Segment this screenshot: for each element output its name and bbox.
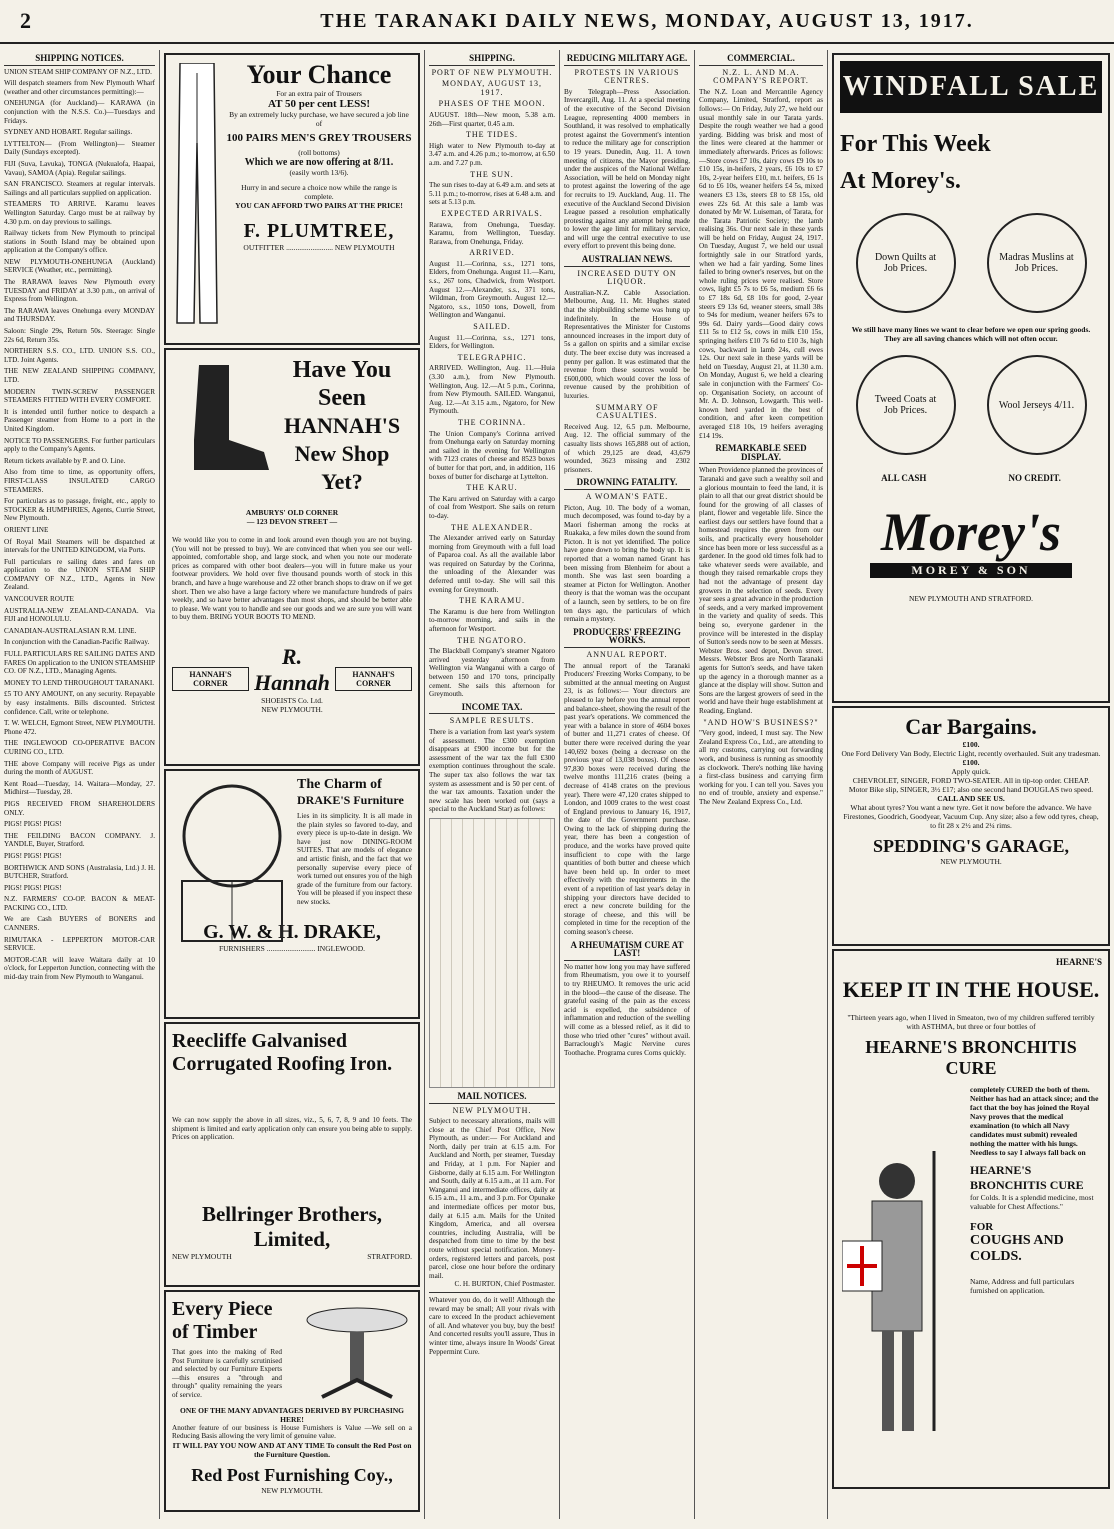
article-text: The Blackball Company's steamer Ngatoro arrived yesterday afternoon from Wellington via Wanganui with a cargo of between 150 and 170 tons, principally cement. She sails this afternoon for Greymouth. <box>429 647 555 699</box>
advertiser-name: Red Post Furnishing Coy., <box>191 1464 393 1485</box>
windfall-banner: WINDFALL SALE <box>840 61 1102 113</box>
article-heading: REMARKABLE SEED DISPLAY. <box>699 444 823 464</box>
shipping-notice: PIGS RECEIVED FROM SHAREHOLDERS ONLY. <box>4 799 155 817</box>
ad-line: FURNISHERS .......................... INGLEWOOD. <box>218 943 366 953</box>
ad-line: (easily worth 13/6). <box>289 168 349 177</box>
shipping-notice: SAN FRANCISCO. Steamers at regular intervals. Sailings and all particulars supplied on application. <box>4 180 155 197</box>
subheading: THE KARU. <box>466 483 518 493</box>
knight-illustration <box>842 1151 962 1451</box>
ad-body: completely CURED the both of them. Neither has had an attack since; and the fact that the boy has joined the Royal Navy proves that the medical examination (to which all Navy candidates must submit) revealed nothing the matter with his lungs. Needless to say I always fall back on <box>970 1085 1099 1157</box>
article-heading: PRODUCERS' FREEZING WORKS. <box>564 628 690 648</box>
ad-title: Have You <box>292 357 392 383</box>
subheading: SUMMARY OF CASUALTIES. <box>595 402 659 421</box>
article-text: High water to New Plymouth to-day at 3.47 a.m. and 4.26 p.m.; to-morrow, at 6.50 a.m. and 7.27 p.m. <box>429 141 555 167</box>
shipping-notice: MODERN TWIN-SCREW PASSENGER STEAMERS FITTED WITH EVERY COMFORT. <box>4 387 155 405</box>
apple-badge: Tweed Coats at Job Prices. <box>856 355 956 455</box>
ad-line: (roll bottoms) <box>298 148 340 157</box>
hannah-logo: R. Hannah <box>254 643 330 695</box>
shipping-notice: Kent Road—Tuesday, 14. Waitara—Monday, 27. Midhirst—Tuesday, 28. <box>4 779 155 797</box>
article-text: The Alexander arrived early on Saturday morning from Greymouth with a full load of Paparoa coal. As all the available labor was required on Saturday by the Corinna, the unloading of the Alexander was deferred until to-day. She will sail this evening for Greymouth. <box>429 534 555 594</box>
shipping-notice: We are Cash BUYERS of BONERS and CANNERS. <box>4 915 155 933</box>
subheading: THE TIDES. <box>465 130 519 140</box>
shipping-notice: BORTHWICK AND SONS (Australasia, Ltd.) J. H. BUTCHER, Stratford. <box>4 863 155 881</box>
ad-line: COUGHS AND COLDS. <box>970 1233 1064 1264</box>
subheading: THE SUN. <box>470 169 514 179</box>
ad-title: Your Chance <box>246 60 392 89</box>
subheading: MONDAY, AUGUST 13, 1917. <box>441 79 543 97</box>
article-heading: AUSTRALIAN NEWS. <box>564 255 690 267</box>
article-text: There is a variation from last year's system of assessment. The £300 exemption disappears at £900 income but for the assessment of the war tax the full £300 exemption continues throughout the scale. The super tax also follows the war tax system as assessment and is 50 per cent. of the war tax amounts. Taxation under the new scale has been worked out (says a special to the Auckland Star) as follows: <box>429 727 555 814</box>
ad-line: Motor Bike slip, SINGER, 3½ £17; also one second hand DOUGLAS two speed. <box>848 785 1094 794</box>
shipping-notice: RIMUTAKA - LEPPERTON MOTOR-CAR SERVICE. <box>4 935 155 953</box>
article-text: Australian-N.Z. Cable Association. Melbourne, Aug. 11. Mr. Hughes stated that the shipbuilding scheme was hung up indefinitely. In the House of Representatives the Minister for Customs announced increases in the import duty of 5s a gallon on spirits and a similar excise duty. The beer excise duty was increased a penny per gallon. It was estimated that the revenue from these sources would be £600,000, which would cover the loss of revenue caused by the prohibition of luxuries. <box>564 288 690 400</box>
subheading: THE KARAMU. <box>458 596 526 606</box>
column-ads-left <box>160 50 425 1519</box>
ad-line: NEW PLYMOUTH AND STRATFORD. <box>908 594 1034 603</box>
ad-title: New Shop Yet? <box>294 441 390 494</box>
shipping-notice: ONEHUNGA (for Auckland)— KARAWA (in conjunction with the N.S.S. Co.)—Tuesdays and Fridays. <box>4 99 155 125</box>
advertiser-name: G. W. & H. DRAKE, <box>203 920 381 943</box>
article-heading: INCOME TAX. <box>429 703 555 715</box>
shipping-notice: PIGS! PIGS! PIGS! <box>4 820 62 829</box>
ad-line: NEW PLYMOUTH. <box>261 704 323 714</box>
shipping-notice: MONEY TO LEND THROUGHOUT TARANAKI. <box>4 678 155 687</box>
shipping-notice: PIGS! PIGS! PIGS! <box>4 851 62 860</box>
ad-line: FOR <box>970 1221 994 1233</box>
shipping-notice: NOTICE TO PASSENGERS. For further particulars apply to the Company's Agents. <box>4 436 155 454</box>
article-text: Subject to necessary alterations, mails will close at the Chief Post Office, New Plymouth, as under:— For Auckland and North, daily per train at 6.15 a.m. For Auckland and North, per steamer, Tuesday and Friday, at 1 p.m. For Napier and Gisborne, daily at 6.15 a.m. For Wellington and South, daily at 6.15 a.m., at 11 a.m. For Wanganui and intermediate offices, daily at 6.15 a.m., 11 a.m., and 3 p.m. For Opunake and intermediate offices per motor bus, daily at 6.15 a.m. Mails for the United Kingdom, America, and all oversea countries, including Australia, will be despatched from time to time by the best route without special notification. Money-orders, registered letters and parcels, post parcel, close one hour before the ordinary mail. <box>429 1117 555 1280</box>
shipping-notice: VANCOUVER ROUTE <box>4 595 74 604</box>
article-text: The sun rises to-day at 6.49 a.m. and sets at 5.11 p.m.; to-morrow, rises at 6.48 a.m. and sets at 5.13 p.m. <box>429 181 555 207</box>
ad-line: We still have many lines we want to clear before we open our spring goods. They are all saving chances which will not often occur. <box>851 325 1091 343</box>
shipping-notice: Railway tickets from New Plymouth to principal stations in South Island may be obtained upon application at the Company's office. <box>4 229 155 255</box>
subheading: SAMPLE RESULTS. <box>449 716 535 726</box>
ad-line: One Ford Delivery Van Body, Electric Light, recently overhauled. Suit any tradesman. <box>841 749 1101 758</box>
ad-line: NEW PLYMOUTH <box>172 1251 232 1261</box>
ad-body: That goes into the making of Red Post Furniture is carefully scrutinised and selected by our Furniture Experts—this ensures a "through and through" quality remaining the years of service. <box>172 1348 282 1399</box>
article-text: The Karu arrived on Saturday with a cargo of coal from Westport. She sails on return to-day. <box>429 494 555 520</box>
ad-line: CALL AND SEE US. <box>937 794 1005 803</box>
ad-body: Another feature of our business is House Furnishers is Value —We sell on a Reducing Basis allowing the very limit of genuine value. <box>172 1423 412 1441</box>
ad-title: Car Bargains. <box>905 714 1037 739</box>
shipping-notice: Will despatch steamers from New Plymouth Wharf (weather and other circumstances permitting):— <box>4 79 155 96</box>
subheading: N.Z. L. AND M.A. COMPANY'S REPORT. <box>713 67 809 86</box>
ad-line: for Colds. It is a splendid medicine, most valuable for Chest Affections." <box>970 1193 1094 1211</box>
subheading: ARRIVED. <box>469 248 515 258</box>
ad-body: We can now supply the above in all sizes, viz., 5, 6, 7, 8, 9 and 10 feets. The shipment is limited and early application only can ensure you being able to supply. Prices on application. <box>172 1116 412 1142</box>
ad-line: IT WILL PAY YOU NOW AND AT ANY TIME To consult the Red Post on the Furniture Question. <box>172 1440 412 1459</box>
shipping-notice: FIJI (Suva, Lavuka), TONGA (Nukualofa, Haapai, Vavau), SAMOA (Apia). Regular sailings. <box>4 159 155 177</box>
article-text: August 11.—Corinna, s.s., 1271 tons, Elders, from Onehunga. August 11.—Karu, s.s., 267 tons, Chadwick, from Westport. August 12.—Alexander, s.s., 371 tons, Wildman, from Greymouth. August 12.—Ngatoro, s.s., 1050 tons, Dowell, from Wellington and Wanganui. <box>429 259 555 320</box>
article-text: The Karamu is due here from Wellington to-morrow morning, and sails in the afternoon for Westport. <box>429 607 555 634</box>
shipping-notice: SYDNEY AND HOBART. Regular sailings. <box>4 128 133 137</box>
ad-line: Name, Address and full particulars furnished on application. <box>970 1277 1075 1295</box>
ad-moreys <box>832 53 1110 703</box>
advertiser-name: F. PLUMTREE, <box>243 220 395 242</box>
subheading: PHASES OF THE MOON. <box>438 99 546 109</box>
shipping-notice: THE above Company will receive Pigs as under during the month of AUGUST. <box>4 759 155 777</box>
subheading: A WOMAN'S FATE. <box>585 491 669 501</box>
apple-badge: Down Quilts at Job Prices. <box>856 213 956 313</box>
mirror-illustration <box>172 781 292 951</box>
article-text: No matter how long you may have suffered from Rheumatism, you owe it to yourself to try RHEUMO. It removes the uric acid in the blood—the cause of the disease. The grateful easing of the pain as the excess acid is expelled, the subsidence of inflammation and reduction of the swelling will come as a blessed relief, as it did to those who tried other "cures" without avail. Barraclough's Magic Nervine cures Toothache. Programa cures Corns quickly. <box>564 962 690 1057</box>
ad-title: Every Piece <box>172 1298 273 1320</box>
article-text: When Providence planned the provinces of Taranaki and gave such a wealthy soil and a glorious mountain to feed the land, it is plain to all that our great district should be found for the growing of all classes of plant, flower and vegetable life. Since the earliest days our settlers have found that a homestead requires the green from our soils, and practically every householder since has been more or less successful as a gardener. In the good old times folk had to take whatever seeds were available, and though they raised remarkable crops they had not the advantage of present day growers in the selection of seeds. Every year sees a great advance in the production of seeds, and a very marked improvement in the variety and quality of seeds. This being so, everyone gardener in the province will be interested in the display of Sutton's seeds now to be seen at Messrs. Webster Bros. seed depot, Devon street. Messrs. Webster Bros are North Taranaki agents for Sutton's seeds, and have taken up the agency in a thorough manner as a glance at the display will show. Sutton and Sons are the largest growers of seed in the world and have their huge establishment at Reading, England. <box>699 466 823 715</box>
article-text: Whatever you do, do it well! Although the reward may be small; All your rivals with care to exceed In the product achievement of all. And whatever you buy, buy the best! And concerted results you'll assure, Thus in winter time, always insure In Woods' Great Peppermint Cure. <box>429 1295 555 1356</box>
ad-drake <box>164 769 420 1019</box>
ad-line: Hurry in and secure a choice now while the range is complete. <box>241 183 397 201</box>
article-text: Received Aug. 12, 6.5 p.m. Melbourne, Aug. 12. The official summary of the casualty lists shows 165,888 out of action, of which 29,125 are dead, 43,679 wounded, 3623 missing and 2302 prisoners. <box>564 422 690 474</box>
ad-red-post <box>164 1290 420 1512</box>
subheading: THE ALEXANDER. <box>451 522 533 532</box>
product-name: HEARNE'S BRONCHITIS CURE <box>865 1037 1077 1078</box>
shipping-notice: The RARAWA leaves Onehunga every MONDAY and THURSDAY. <box>4 306 155 324</box>
subheading: SAILED. <box>473 322 511 332</box>
ad-line: HEARNE'S <box>1055 957 1102 967</box>
article-text: AUGUST. 18th—New moon, 5.38 a.m. 26th—First quarter, 0.45 a.m. <box>429 110 555 128</box>
ad-plumtree <box>164 53 420 345</box>
column-shipping-notices <box>0 50 160 1519</box>
shipping-notice: It is intended until further notice to despatch a Passenger steamer from Home to a port in the United Kingdom. <box>4 407 155 433</box>
article-heading: A RHEUMATISM CURE AT LAST! <box>564 941 690 961</box>
shipping-notice: NORTHERN S.S. CO., LTD. UNION S.S. CO., LTD. Joint Agents. <box>4 347 155 364</box>
shipping-notice: THE FEILDING BACON COMPANY. J. YANDLE, Buyer, Stratford. <box>4 831 155 849</box>
ad-line: NEW PLYMOUTH. <box>940 857 1002 866</box>
article-text: The annual report of the Taranaki Producers' Freezing Works Company, to be submitted at the annual meeting on August 23, is as follows:— Your directors are pleased to lay before you the annual report and balance-sheet, showing the result of the past year's operations. We commenced the year with a balance in store of 4604 boxes of butter and 11,271 crates of cheese. Of butter there were received during the year 140,692 boxes (being a decrease on the previous year of 13,038 boxes). Of cheese 97,830 boxes were received during the twelve months 111,216 crates (being a decrease of 4148 crates on the previous year). There were 47,120 crates shipped to London, and 1009 crates to the west coast of England previous to January 16, 1917, the date of the Government purchase. Owing to the lack of shipping during the year, there has been a congestion of produce, and the works have proved quite insufficient to cope with the large quantities of both butter and cheese which have been held up. In order to meet effectively with the requirements in the event of a repetition of last year's delay in shipping your directors have decided to erect a new concrete building for the storage of cheese, and this will be completed in time for the reception of the coming season's cheese. <box>564 661 690 936</box>
ad-title: Seen <box>318 385 366 411</box>
ad-line: For an extra pair of Trousers <box>276 89 362 98</box>
article-text: ARRIVED. Wellington, Aug. 11.—Huia (3.30 a.m.), from New Plymouth. Wellington, Aug. 12.—At 5 p.m., Corinna, from New Plymouth. SAILED. Wanganui, Aug. 12.—At 3.15 a.m., Ngatoro, for New Plymouth. <box>429 364 555 416</box>
product-name: HEARNE'S BRONCHITIS CURE <box>970 1163 1084 1192</box>
ad-line: ALL CASH <box>881 473 927 483</box>
shipping-notice: MOTOR-CAR will leave Waitara daily at 10 o'clock, for Lepperton Junction, connecting with the mid-day train from New Plymouth to Wanganui. <box>4 955 155 982</box>
boot-illustration <box>174 360 274 480</box>
masthead <box>0 0 1114 44</box>
shipping-notice: NEW PLYMOUTH-ONEHUNGA (Auckland) SERVICE (Weather, etc., permitting). <box>4 257 155 275</box>
ad-title: At Morey's. <box>840 168 961 194</box>
shipping-notice: THE NEW ZEALAND SHIPPING COMPANY, LTD. <box>4 367 155 384</box>
ad-line: CHEVROLET, SINGER, FORD TWO-SEATER. All in tip-top order. CHEAP. <box>852 776 1090 785</box>
column-heading: SHIPPING. <box>429 54 555 66</box>
trousers-illustration <box>172 63 222 333</box>
ad-line: ONE OF THE MANY ADVANTAGES DERIVED BY PURCHASING HERE! <box>180 1405 404 1424</box>
shipping-notice: STEAMERS TO ARRIVE. Karamu leaves Wellington Saturday. Cargo must be at railway by 4.30 p.m. on day previous to sailings. <box>4 200 155 226</box>
shipping-notice: The RARAWA leaves New Plymouth every TUESDAY and FRIDAY at 3.30 p.m., on arrival of Express from Wellington. <box>4 278 155 304</box>
ad-line: OUTFITTER ......................... NEW PLYMOUTH <box>243 243 395 252</box>
shipping-notice: Of Royal Mail Steamers will be dispatched at intervals for the UNITED KINGDOM, via Ports. <box>4 537 155 555</box>
tax-table <box>429 818 555 1088</box>
ad-line: 100 PAIRS MEN'S GREY TROUSERS <box>226 132 412 144</box>
ad-line: NEW PLYMOUTH. <box>261 1485 323 1495</box>
shipping-notice: PIGS! PIGS! PIGS! <box>4 883 62 892</box>
article-text: August 11.—Corinna, s.s., 1271 tons, Elders, for Wellington. <box>429 333 555 351</box>
ad-line: NO CREDIT. <box>1008 473 1061 483</box>
ad-line: £100. <box>962 740 980 749</box>
subheading: PORT OF NEW PLYMOUTH. <box>431 67 553 77</box>
ad-line: Apply quick. <box>951 767 991 776</box>
ad-line: AMBURYS' OLD CORNER <box>245 508 339 517</box>
ad-speddings <box>832 706 1110 946</box>
column-heading: COMMERCIAL. <box>699 54 823 66</box>
ad-line: — 123 DEVON STREET — <box>246 517 338 526</box>
shipping-notice: AUSTRALIA-NEW ZEALAND-CANADA. Via FIJI and HONOLULU. <box>4 606 155 624</box>
shipping-notice: ORIENT LINE <box>4 525 49 534</box>
shipping-notice: Saloon: Single 29s, Return 50s. Steerage: Single 22s 6d, Return 35s. <box>4 327 155 344</box>
advertiser-name: Bellringer Brothers, Limited, <box>201 1201 383 1251</box>
subheading: ANNUAL REPORT. <box>586 650 668 659</box>
ad-line: £100. <box>962 758 980 767</box>
ad-title: Corrugated Roofing Iron. <box>172 1053 393 1075</box>
subheading: PROTESTS IN VARIOUS CENTRES. <box>574 67 680 86</box>
ad-line: SHOEISTS Co. Ltd. <box>261 695 323 705</box>
shipping-notice: FULL PARTICULARS RE SAILING DATES AND FARES On application to the UNION STEAMSHIP CO. OF N.Z., LTD., Managing Agents. <box>4 650 155 676</box>
ad-title: KEEP IT IN THE HOUSE. <box>842 977 1100 1002</box>
ad-line: What about tyres? You want a new tyre. Get it now before the advance. We have Firestones, Goodrich, Goodyear, Vacuum Cup. Any size; also a few odd tyres, cheap, to fit 28 x 2½ and 2¼ rims. <box>843 803 1099 830</box>
shipping-notice: N.Z. FARMERS' CO-OP. BACON & MEAT-PACKING CO., LTD. <box>4 895 155 912</box>
article-text: Picton, Aug. 10. The body of a woman, much decomposed, was found to-day by a Maori fisherman among the rocks at Ruakaka, a few miles down the sound from Picton. It is not yet identified. The police have gone down to bring the body up. It is reported that a woman named Grant has been missing from Blenheim for about a month. She was last seen boarding a steamer at Picton for Wellington. Another theory is that the woman was the occupant of a launch, seen by settlers, to be on fire ten days ago, the particulars of which remain a mystery. <box>564 503 690 624</box>
advertiser-name: SPEDDING'S GARAGE, <box>872 836 1070 856</box>
ad-title: DRAKE'S Furniture <box>297 793 404 807</box>
ad-line: "Thirteen years ago, when I lived in Smeaton, two of my children suffered terribly with ASTHMA, but three or four bottles of <box>847 1013 1095 1031</box>
subheading: INCREASED DUTY ON LIQUOR. <box>577 268 677 287</box>
subheading: TELEGRAPHIC. <box>457 352 527 362</box>
shipping-notice: Return tickets available by P. and O. Line. <box>4 456 126 465</box>
corner-badge: HANNAH'S CORNER <box>172 667 249 691</box>
ad-title: of Timber <box>172 1321 258 1343</box>
ad-title: The Charm of <box>297 777 382 792</box>
notice-list <box>4 68 155 982</box>
shipping-notice: THE INGLEWOOD CO-OPERATIVE BACON CURING CO., LTD. <box>4 739 155 756</box>
subheading: EXPECTED ARRIVALS. <box>441 208 543 218</box>
shipping-notice: UNION STEAM SHIP COMPANY OF N.Z., LTD. <box>4 67 152 76</box>
article-text: The N.Z. Loan and Mercantile Agency Company, Limited, Stratford, report as follows:— On Friday, July 27, we held our usual monthly sale in our Tarata yards. Despite the rough weather we had a good yarding. Bidding was brisk and most of the lines were cleared at the hammer or immediately afterwards. Prices as follows:—Store cows £7 10s, dairy cows £9 10s to £10 15s, in-heifers, 2 years, £6 10s to £7 10s, 2-year heifers £10, m.t. heifers, £6 1s 6d to £6 10s, weaner heifers £4 5s, mixed weaners £3 13s, steers £8 to £8 15s, old ewes 22s 6d. At this sale a lamb was donated by Mr W. Luiseman, of Tarata, for the Tarata Patriotic Society; the lamb realising 36s. Our next sale in these yards will be held on Friday, August 24, 1917. On Tuesday, August 7, we held our usual fortnightly sale in our Stratford yards, when we had a fair yarding. Some lines failed to bring owner's reserves, but on the whole ruling prices were realised. Store cows, light £5 7s to £6 5s, medium £6 6s to £7 18s 6d, £8 10s for good, 2-year steers £9 13s 6d, weaner steers, small 38s to 94s for medium, weaner heifers 67s to 99s 6d. Dairy yards—Good dairy cows £11 5s to £12 5s, cows in milk £10 15s, springing heifers £10 7s 6d to £10 3s, high cows, backward in lamb 24s, cull ewes 12s. Our next sale in these yards will be held on Tuesday, August 21, at 11.30 a.m. On Monday, August 6, we held a clearing sale in conjunction with the Farmers' Co-op. Organisation Society, on account of Mr. A. D. Johnson, Lowgarth. This well-known herd yarded in the best of condition, and after keen competition averaged £18 10s, 19 heifers averaging £14 19s. <box>699 87 823 440</box>
article-heading: REDUCING MILITARY AGE. <box>564 54 690 66</box>
article-text: The Union Company's Corinna arrived from Onehunga early on Saturday morning and sailed in the evening for Wellington with 7123 crates of cheese and 8523 boxes of butter for that port, and, in addition, 116 boxes of butter for discharge at Lyttelton. <box>429 429 555 481</box>
subheading: THE NGATORO. <box>457 635 527 645</box>
article-text: By Telegraph—Press Association. Invercargill, Aug. 11. At a special meeting of the executive of the Second Division League, representing 4000 members in Southland, it was resolved to emphatically protest against the Government's intention to reduce the military age for conscription to 19 years. Dunedin, Aug. 11. A town meeting of citizens, the Mayor presiding, under the auspices of the National Welfare Association, will be held on Monday night to protest against the lowering of the age for recruits to 19. Auckland, Aug. 11. The executive of the Auckland Second Division League passed a resolution emphatically protesting against any attempt being made to lower the age limit for military service, and will urge the central executive to use every effort to prevent this being done. <box>564 87 690 251</box>
ad-line: AT 50 per cent LESS! <box>267 98 371 110</box>
ad-line: YOU CAN AFFORD TWO PAIRS AT THE PRICE! <box>235 201 403 210</box>
subheading: NEW PLYMOUTH. <box>452 1105 532 1115</box>
ad-hannah <box>164 348 420 766</box>
moreys-logo-sub: MOREY & SON <box>870 563 1072 578</box>
moreys-logo: Morey's <box>881 502 1061 562</box>
shipping-notice: In conjunction with the Canadian-Pacific Railway. <box>4 638 150 647</box>
corner-badge: HANNAH'S CORNER <box>335 667 412 691</box>
page-number: 2 <box>20 8 31 33</box>
ad-line: STRATFORD. <box>367 1251 412 1261</box>
shipping-notice: LYTTELTON— (From Wellington)— Steamer Daily (Sundays excepted). <box>4 139 155 157</box>
article-heading: MAIL NOTICES. <box>429 1092 555 1104</box>
shipping-notice: CANADIAN-AUSTRALASIAN R.M. LINE. <box>4 626 137 635</box>
ad-title: Reecliffe Galvanised <box>172 1030 347 1052</box>
table-illustration <box>302 1302 412 1402</box>
column-commercial <box>695 50 828 1519</box>
shipping-notice: Also from time to time, as opportunity offers, FIRST-CLASS INSULATED CARGO STEAMERS. <box>4 468 155 494</box>
article-text: Rarawa, from Onehunga, Tuesday. Karamu, from Wellington, Tuesday. Rarawa, from Onehunga, Friday. <box>429 220 555 246</box>
ad-bellringer <box>164 1022 420 1287</box>
ad-body: We would like you to come in and look around even though you are not buying. (You will not be pressed to buy). We are convinced that when you see our well-appointed, comfortable shop, and large stock, and when you note our moderate prices as compared with other boot dealers—you will in future make us your footwear providers. We hold over five thousand pounds worth of stock in this branch, and have a huge warehouse and 22 other branch shops to draw on if we get short. Then we also have a large factory where we manufacture hundreds of pairs weekly, and so have better advantages than most shops, and should be better able to please. We want you to handle and see our goods and we are sure you will want to buy them. BRING YOUR BOOTS TO MEND. <box>172 536 412 622</box>
apple-badge: Madras Muslins at Job Prices. <box>987 213 1087 313</box>
ad-title: HANNAH'S <box>283 413 401 438</box>
subheading: "AND HOW'S BUSINESS?" <box>703 717 819 727</box>
column-news <box>560 50 695 1519</box>
ad-body: Lies in its simplicity. It is all made in the plain styles so favored to-day, and every piece is up-to-date in design. We have just now DINING-ROOM SUITES. That are models of elegance and artistic finish, and the fact that we personally supervise every piece of work turned out ensures you of the high grade of the furniture from our factory. You will be pleased if you inspect these new stocks. <box>297 812 412 906</box>
shipping-notice: For particulars as to passage, freight, etc., apply to STOCKER & HUMPHRIES, Agents, Currie Street, New Plymouth. <box>4 497 155 523</box>
shipping-notice: Full particulars re sailing dates and fares on application to the UNION STEAM SHIP COMPANY OF N.Z., LTD., Agents in New Zealand. <box>4 557 155 592</box>
column-ads-right <box>828 50 1114 1519</box>
ad-line: Which we are now offering at 8/11. <box>244 157 394 168</box>
shipping-notice: T. W. WELCH, Egmont Street, NEW PLYMOUTH. Phone 472. <box>4 719 155 736</box>
article-text: "Very good, indeed, I must say. The New Zealand Express Co., Ltd., are attending to all my customs, carrying out forwarding work, and business is running as smoothly as clockwork. There's nothing like having a first-class business and carrying firm working for you. I can tell you. Saves you no end of trouble, anxiety and expense." The New Zealand Express Co., Ltd. <box>699 729 823 806</box>
subheading: THE CORINNA. <box>458 417 526 427</box>
ad-title: For This Week <box>840 131 991 157</box>
column-shipping <box>425 50 560 1519</box>
ad-line: By an extremely lucky purchase, we have secured a job line of <box>229 110 409 128</box>
column-heading: SHIPPING NOTICES. <box>4 54 155 66</box>
shipping-notice: £5 TO ANY AMOUNT, on any security. Repayable by easy instalments. Bills discounted. Strictest confidence. Call, write or telephone. <box>4 690 155 716</box>
article-heading: DROWNING FATALITY. <box>564 478 690 490</box>
signature: C. H. BURTON, Chief Postmaster. <box>454 1280 555 1289</box>
apple-badge: Wool Jerseys 4/11. <box>987 355 1087 455</box>
newspaper-title: THE TARANAKI DAILY NEWS, MONDAY, AUGUST 13, 1917. <box>320 9 974 32</box>
ad-hearnes <box>832 949 1110 1489</box>
